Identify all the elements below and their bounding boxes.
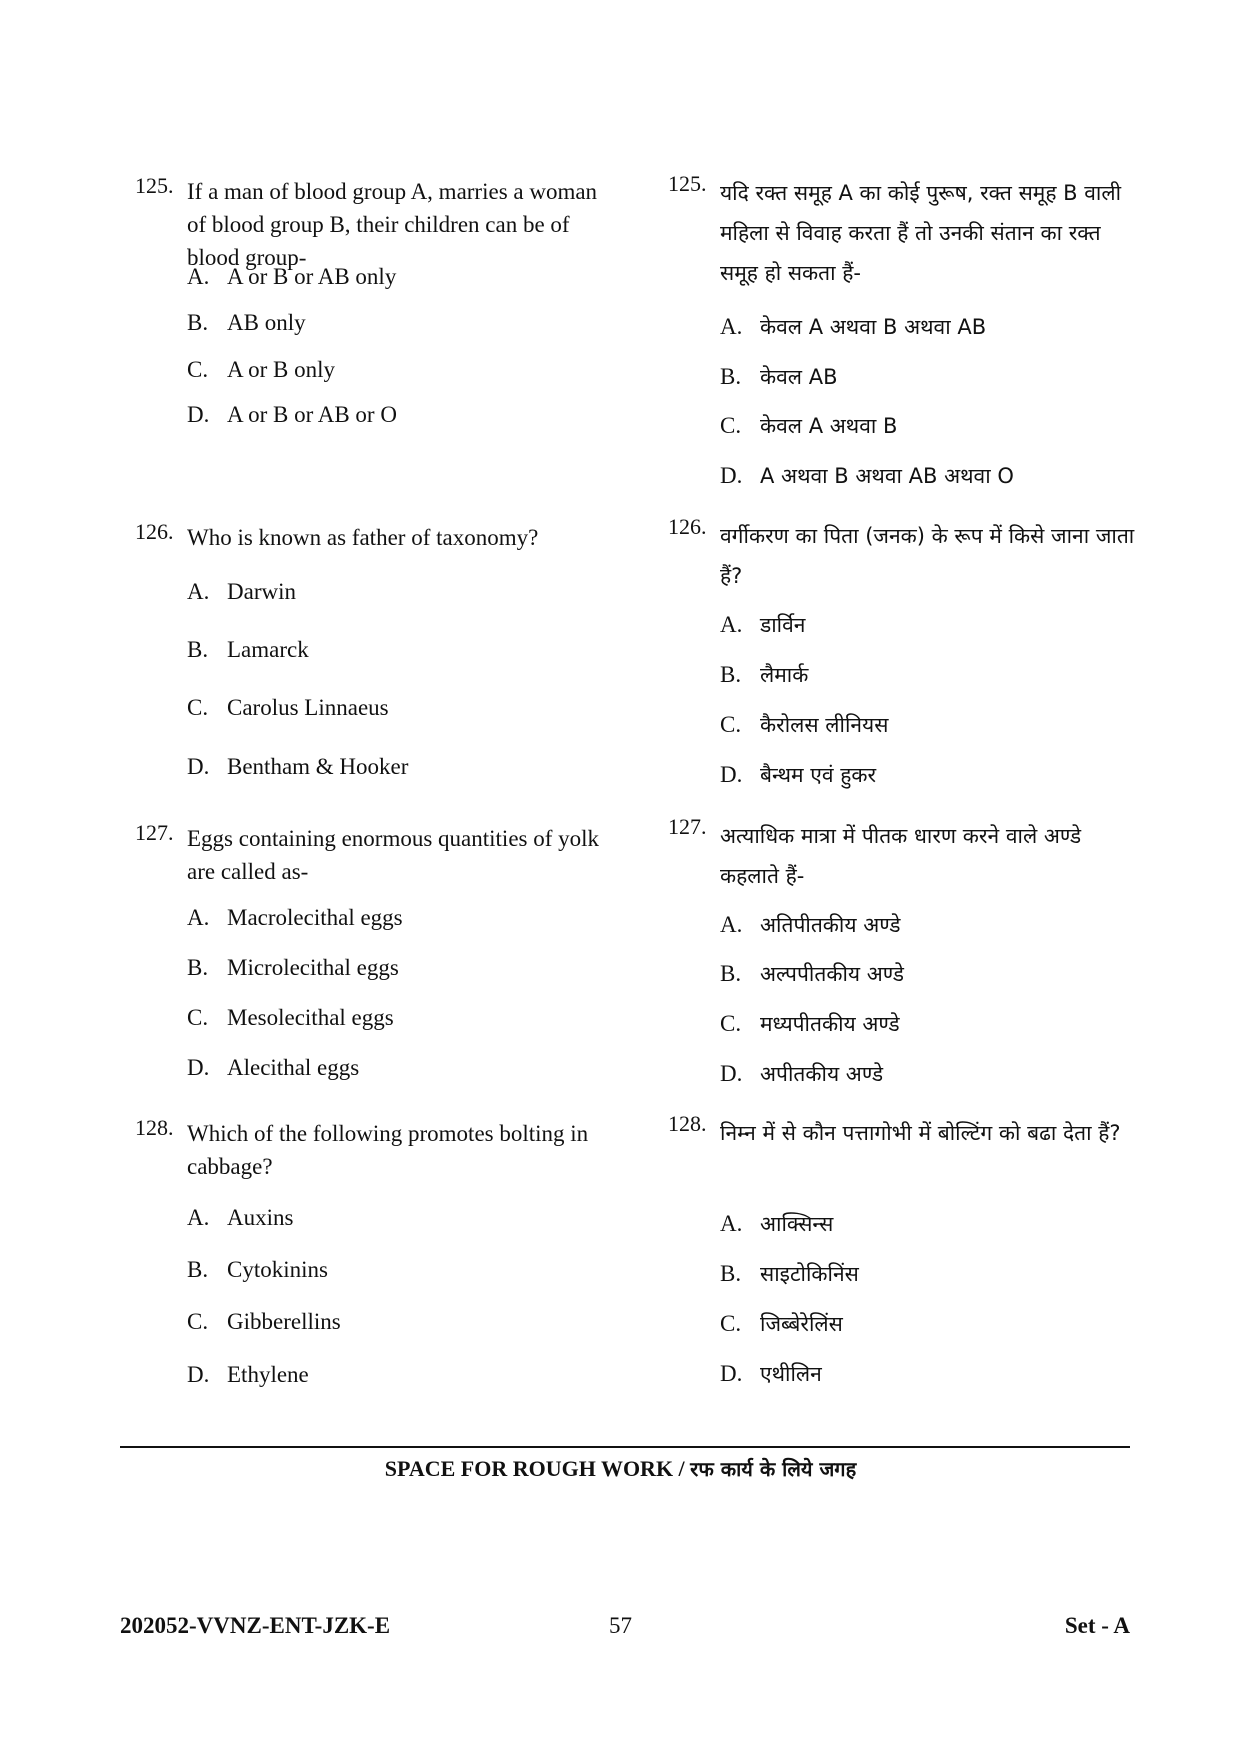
question-126-hi [668, 516, 1138, 596]
rough-work-hi: रफ कार्य के लिये जगह [690, 1457, 857, 1481]
question-text: यदि रक्त समूह A का कोई पुरूष, रक्त समूह B वाली महिला से विवाह करता हैं तो उनकी संतान का रक्त समूह हो सकता हैं- [720, 181, 1122, 285]
question-text: अत्याधिक मात्रा में पीतक धारण करने वाले अण्डे कहलाते हैं- [720, 824, 1082, 888]
option-b: B. साइटोकिनिंस [720, 1261, 859, 1286]
set-label: Set - A [1064, 1613, 1130, 1638]
page-number: 57 [609, 1613, 632, 1638]
question-text: Eggs containing enormous quantities of yolk are called as- [187, 826, 600, 884]
question-127-en [135, 822, 605, 888]
option-a: A. Auxins [187, 1205, 294, 1230]
option-b: B. केवल AB [720, 364, 838, 389]
question-number: 125. [135, 173, 174, 198]
option-c: C. जिब्बेरेलिंस [720, 1311, 843, 1336]
option-d: D. A अथवा B अथवा AB अथवा O [720, 463, 1014, 488]
option-a: A. आक्सिन्स [720, 1211, 834, 1236]
question-text: Which of the following promotes bolting in cabbage? [187, 1121, 589, 1179]
question-125-hi [668, 173, 1138, 293]
question-number: 126. [668, 514, 707, 539]
option-d: D. Bentham & Hooker [187, 754, 409, 779]
option-b: B. AB only [187, 310, 306, 335]
question-125-en [135, 175, 605, 274]
option-c: C. केवल A अथवा B [720, 413, 898, 438]
question-127-hi [668, 816, 1138, 896]
option-c: C. A or B only [187, 357, 335, 382]
rough-work-divider [120, 1446, 1130, 1448]
option-a: A. डार्विन [720, 612, 806, 637]
question-number: 125. [668, 171, 707, 196]
option-a: A. Darwin [187, 579, 296, 604]
option-a: A. A or B or AB only [187, 264, 397, 289]
option-b: B. Cytokinins [187, 1257, 328, 1282]
option-a: A. केवल A अथवा B अथवा AB [720, 314, 987, 339]
option-c: C. Carolus Linnaeus [187, 695, 389, 720]
option-c: C. Mesolecithal eggs [187, 1005, 394, 1030]
question-number: 127. [668, 814, 707, 839]
option-a: A. Macrolecithal eggs [187, 905, 403, 930]
question-128-hi [668, 1113, 1138, 1153]
question-number: 127. [135, 820, 174, 845]
option-d: D. अपीतकीय अण्डे [720, 1061, 884, 1086]
question-126-en [135, 521, 605, 554]
question-number: 128. [668, 1111, 707, 1136]
option-d: D. बैन्थम एवं हुकर [720, 762, 877, 787]
option-c: C. कैरोलस लीनियस [720, 712, 889, 737]
option-b: B. लैमार्क [720, 662, 809, 687]
option-d: D. Ethylene [187, 1362, 309, 1387]
option-d: D. Alecithal eggs [187, 1055, 360, 1080]
rough-work-en: SPACE FOR ROUGH WORK / [384, 1456, 691, 1481]
rough-work-heading [0, 1455, 1241, 1482]
question-128-en [135, 1117, 605, 1183]
paper-code: 202052-VVNZ-ENT-JZK-E [120, 1613, 391, 1638]
option-b: B. Lamarck [187, 637, 309, 662]
option-b: B. अल्पपीतकीय अण्डे [720, 961, 904, 986]
option-d: D. A or B or AB or O [187, 402, 397, 427]
option-a: A. अतिपीतकीय अण्डे [720, 912, 901, 937]
question-text: Who is known as father of taxonomy? [187, 525, 539, 550]
option-b: B. Microlecithal eggs [187, 955, 399, 980]
option-d: D. एथीलिन [720, 1361, 822, 1386]
question-text: वर्गीकरण का पिता (जनक) के रूप में किसे जाना जाता हैं? [720, 524, 1135, 588]
option-c: C. Gibberellins [187, 1309, 341, 1334]
question-number: 128. [135, 1115, 174, 1140]
question-number: 126. [135, 519, 174, 544]
option-c: C. मध्यपीतकीय अण्डे [720, 1011, 900, 1036]
question-text: निम्न में से कौन पत्तागोभी में बोल्टिंग को बढा देता हैं? [720, 1121, 1121, 1145]
question-text: If a man of blood group A, marries a woman of blood group B, their children can be of blood group- [187, 179, 598, 270]
